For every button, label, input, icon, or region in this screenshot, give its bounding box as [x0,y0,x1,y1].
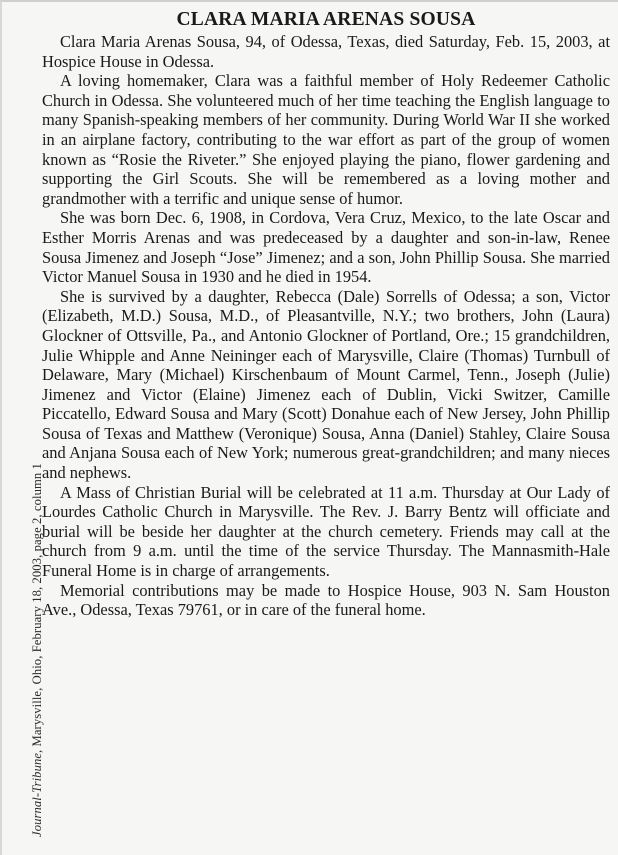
paragraph-life-summary: A loving homemaker, Clara was a faithful member of Holy Redeemer Catholic Church in Odessa. She volunteered much of her time teaching the English language to many Spanish-speaking members of her community. During World War II she worked in an airplane factory, contributing to the war effort as part of the group of women known as “Rosie the Riveter.” She enjoyed playing the piano, flower gardening and supporting the Girl Scouts. She will be remembered as a loving mother and grandmother with a terrific and unique sense of humor. [42,71,610,208]
obituary-body [42,32,610,620]
paragraph-survivors: She is survived by a daughter, Rebecca (Dale) Sorrells of Odessa; a son, Victor (Elizabeth, M.D.) Sousa, M.D., of Pleasantville, N.Y.; two brothers, John (Laura) Glockner of Ottsville, Pa., and Antonio Glockner of Portland, Ore.; 15 grandchildren, Julie Whipple and Anne Neininger each of Marysville, Claire (Thomas) Turnbull of Delaware, Mary (Michael) Kirschenbaum of Mount Carmel, Tenn., Joseph (Julie) Jimenez and Victor (Elaine) Jimenez each of Dublin, Vicki Switzer, Camille Piccatello, Edward Sousa and Mary (Scott) Donahue each of New Jersey, John Phillip Sousa of Texas and Matthew (Veronique) Sousa, Anna (Daniel) Stahley, Claire Sousa and Anjana Sousa each of New York; numerous great-grandchildren; and many nieces and nephews. [42,286,610,483]
obituary-headline: CLARA MARIA ARENAS SOUSA [176,9,476,30]
paragraph-death-notice: Clara Maria Arenas Sousa, 94, of Odessa, Texas, died Saturday, Feb. 15, 2003, at Hospice House in Odessa. [42,32,610,71]
citation-details: , Marysville, Ohio, February 18, 2003, page 2, column 1 [30,463,44,753]
paragraph-memorial-contributions: Memorial contributions may be made to Hospice House, 903 N. Sam Houston Ave., Odessa, Texas 79761, or in care of the funeral home. [42,580,610,620]
paragraph-service-details: A Mass of Christian Burial will be celebrated at 11 a.m. Thursday at Our Lady of Lourdes Catholic Church in Marysville. The Rev. J. Barry Bentz will officiate and burial will be beside her daughter at the church cemetery. Friends may call at the church from 9 a.m. until the time of the service Thursday. The Mannasmith-Hale Funeral Home is in charge of arrangements. [42,482,610,581]
publication-name: Journal-Tribune [30,752,44,837]
obituary-article [42,8,610,620]
paragraph-birth-family: She was born Dec. 6, 1908, in Cordova, Vera Cruz, Mexico, to the late Oscar and Esther Morris Arenas and was predeceased by a daughter and son-in-law, Renee Sousa Jimenez and Joseph “Jose” Jimenez; and a son, John Phillip Sousa. She married Victor Manuel Sousa in 1930 and he died in 1954. [42,208,610,287]
